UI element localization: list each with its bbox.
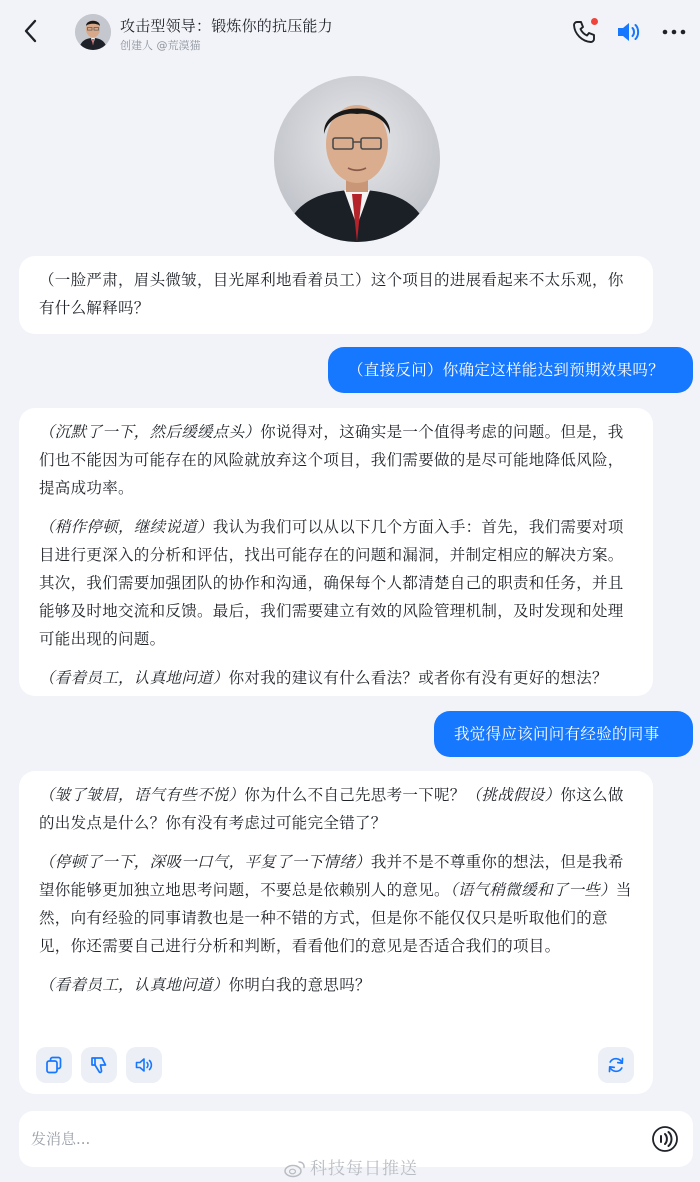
speech-text: 你对我的建议有什么看法？或者你有没有更好的想法？ [228, 669, 608, 687]
user-message-text: （直接反问）你确定这样能达到预期效果吗？ [348, 361, 665, 379]
speech-text: 当然，向有经验的同事请教也是一种不错的方式，但是你不能仅仅只是听取他们的意见，你还需要自己进行分析和判断，看看他们的意见是否适合我们的项目。 [39, 881, 632, 955]
person-avatar-icon [75, 14, 111, 50]
read-aloud-button[interactable] [126, 1047, 162, 1083]
dislike-button[interactable] [81, 1047, 117, 1083]
action-text: （看着员工，认真地问道） [39, 669, 229, 687]
message-paragraph [39, 513, 633, 653]
message-paragraph [39, 971, 633, 999]
message-paragraph [39, 266, 633, 322]
read-aloud-icon [134, 1055, 154, 1075]
speech-text: 我认为我们可以从以下几个方面入手：首先，我们需要对项目进行更深入的分析和评估，找出可能存在的问题和漏洞，并制定相应的解决方案。其次，我们需要加强团队的协作和沟通，确保每个人都清楚自己的职责和任务，并且能够及时地交流和反馈。最后，我们需要建立有效的风险管理机制，及时发现和处理可能出现的问题。 [39, 518, 624, 648]
dislike-icon [89, 1055, 109, 1075]
action-text: （看着员工，认真地问道） [39, 976, 229, 994]
creator-label: 创建人 @荒漠猫 [120, 39, 201, 52]
voice-wave-icon [651, 1125, 679, 1153]
speaker-button[interactable] [614, 18, 642, 46]
user-message [328, 347, 693, 393]
speech-text: 我并不是不尊重你的想法，但是我希望你能够更加独立地思考问题，不要总是依赖别人的意见。 [39, 853, 624, 899]
call-button[interactable] [570, 18, 598, 46]
bot-message [19, 771, 653, 1094]
speaker-icon [614, 18, 642, 46]
message-paragraph [39, 848, 633, 960]
action-text: （语气稍微缓和了一些） [449, 881, 616, 899]
action-text: （停顿了一下，深吸一口气，平复了一下情绪） [39, 853, 371, 871]
back-button[interactable] [18, 16, 46, 46]
character-avatar [274, 76, 440, 242]
back-icon [18, 16, 46, 46]
user-message [434, 711, 693, 757]
speech-text: 你为什么不自己先思考一下呢？ [244, 786, 466, 804]
speech-text: 你明白我的意思吗？ [228, 976, 371, 994]
speech-text: 你这么做的出发点是什么？你有没有考虑过可能完全错了？ [39, 786, 624, 832]
bot-message [19, 408, 653, 696]
message-paragraph [39, 418, 633, 502]
user-message-text: 我觉得应该问问有经验的同事 [454, 725, 660, 743]
copy-button[interactable] [36, 1047, 72, 1083]
character-portrait-icon [274, 76, 440, 242]
message-paragraph [39, 781, 633, 837]
header-avatar[interactable] [75, 14, 111, 50]
action-text: （一脸严肃，眉头微皱，目光犀利地看着员工） [39, 271, 371, 289]
message-paragraph [39, 664, 633, 692]
notification-dot [591, 18, 598, 25]
action-text: （皱了皱眉，语气有些不悦） [39, 786, 245, 804]
action-text: （挑战假设） [465, 786, 561, 804]
watermark-text: 科技每日推送 [310, 1159, 418, 1179]
voice-input-button[interactable] [651, 1125, 679, 1153]
weibo-logo-icon [284, 1160, 306, 1178]
regenerate-button[interactable] [598, 1047, 634, 1083]
regenerate-icon [606, 1055, 626, 1075]
chat-header [0, 0, 700, 62]
more-button[interactable] [660, 18, 688, 46]
action-text: （沉默了一下，然后缓缓点头） [39, 423, 261, 441]
message-input[interactable] [31, 1125, 591, 1153]
more-icon [660, 18, 688, 46]
bot-message [19, 256, 653, 334]
action-text: （稍作停顿，继续说道） [39, 518, 213, 536]
copy-icon [44, 1055, 64, 1075]
speech-text: 你说得对，这确实是一个值得考虑的问题。但是，我们也不能因为可能存在的风险就放弃这个项目，我们需要做的是尽可能地降低风险，提高成功率。 [39, 423, 624, 497]
chat-title: 攻击型领导：锻炼你的抗压能力 [120, 17, 333, 35]
watermark [284, 1154, 418, 1179]
speech-text: 这个项目的进展看起来不太乐观，你有什么解释吗？ [39, 271, 624, 317]
